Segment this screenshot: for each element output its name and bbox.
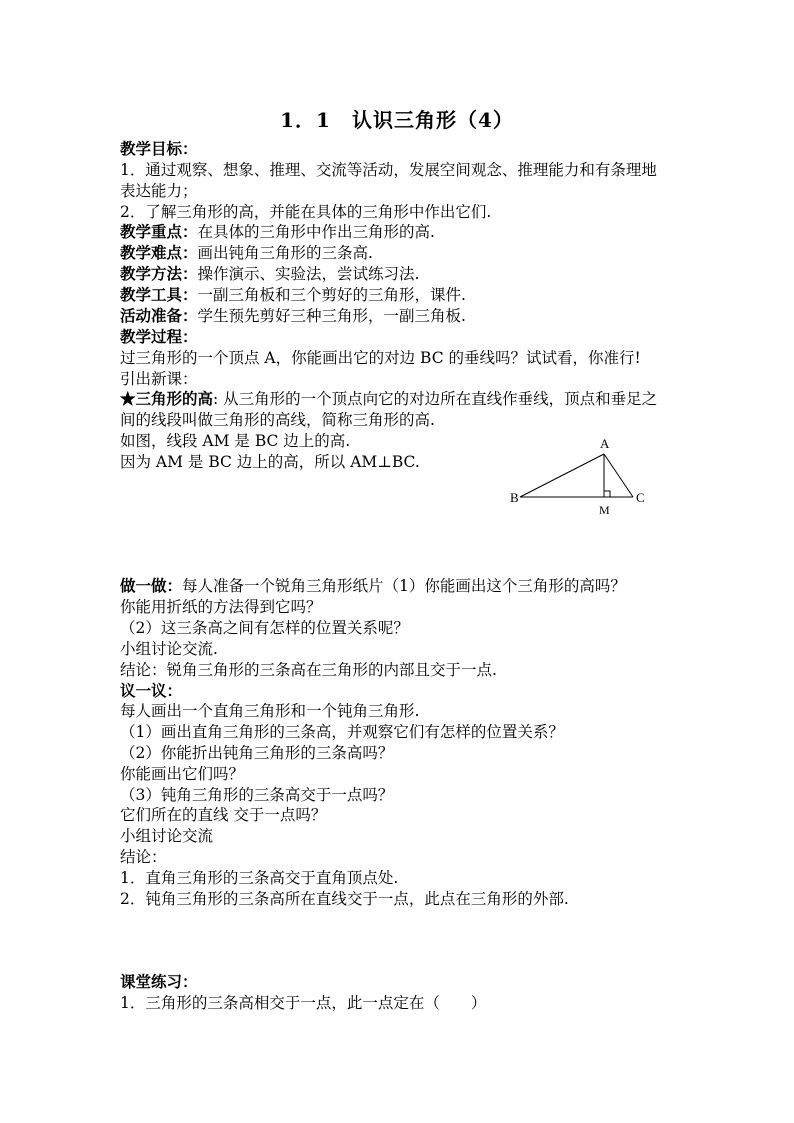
doit-label: 做一做：	[120, 576, 183, 595]
item-text: 画出钝角三角形的三条高.	[197, 244, 373, 262]
item-label: 活动准备：	[120, 306, 198, 325]
item-label: 教学难点：	[120, 243, 198, 262]
item-key-points	[120, 222, 435, 242]
process-question: 过三角形的一个顶点 A，你能画出它的对边 BC 的垂线吗？试试看，你准行!	[120, 349, 641, 367]
definition-label: ★三角形的高	[120, 389, 214, 408]
objective-1: 1．通过观察、想象、推理、交流等活动，发展空间观念、推理能力和有条理地	[120, 161, 657, 179]
right-angle-mark	[604, 491, 610, 497]
item-label: 教学方法：	[120, 264, 198, 283]
doit-text: 每人准备一个锐角三角形纸片（1）你能画出这个三角形的高吗？	[182, 577, 626, 595]
doit-line-3: （2）这三条高之间有怎样的位置关系呢？	[120, 619, 409, 637]
process-intro: 引出新课：	[120, 370, 198, 388]
item-tools	[120, 285, 466, 305]
process-heading: 教学过程：	[120, 327, 198, 346]
item-label: 教学重点：	[120, 222, 198, 241]
discuss-line-5: （3）钝角三角形的三条高交于一点吗？	[120, 786, 394, 804]
discuss-line-4: 你能画出它们吗？	[120, 765, 245, 783]
practice-line-1: 1．三角形的三条高相交于一点，此一点定在（ ）	[120, 994, 487, 1012]
triangle-figure	[500, 430, 660, 520]
figure-caption-1: 如图，线段 AM 是 BC 边上的高.	[120, 432, 351, 450]
label-b: B	[510, 490, 519, 505]
discuss-line-10: 2．钝角三角形的三条高所在直线交于一点，此点在三角形的外部.	[120, 890, 569, 908]
item-preparation	[120, 306, 466, 326]
item-label: 教学工具：	[120, 285, 198, 304]
item-text: 操作演示、实验法，尝试练习法.	[197, 265, 420, 283]
item-text: 在具体的三角形中作出三角形的高.	[197, 223, 435, 241]
discuss-line-6: 它们所在的直线 交于一点吗？	[120, 806, 327, 824]
label-m: M	[599, 503, 610, 517]
practice-label: 课堂练习：	[120, 972, 198, 991]
discuss-line-1: 每人画出一个直角三角形和一个钝角三角形.	[120, 702, 420, 720]
item-text: 学生预先剪好三种三角形，一副三角板.	[197, 307, 466, 325]
discuss-line-8: 结论：	[120, 848, 167, 866]
page-title: 1．1 认识三角形（4）	[280, 108, 514, 132]
doit-conclusion: 结论：锐角三角形的三条高在三角形的内部且交于一点.	[120, 661, 497, 679]
definition-text: : 从三角形的一个顶点向它的对边所在直线作垂线，顶点和垂足之	[213, 390, 658, 408]
definition-line-2: 间的线段叫做三角形的高线，简称三角形的高.	[120, 411, 435, 429]
discuss-line-7: 小组讨论交流	[120, 827, 214, 845]
objective-2: 2．了解三角形的高，并能在具体的三角形中作出它们.	[120, 203, 492, 221]
objectives-heading: 教学目标：	[120, 139, 198, 158]
item-text: 一副三角板和三个剪好的三角形，课件.	[197, 286, 466, 304]
side-ab	[520, 454, 604, 497]
objective-1-cont: 表达能力；	[120, 182, 198, 200]
discuss-line-3: （2）你能折出钝角三角形的三条高吗？	[120, 744, 394, 762]
item-difficulty	[120, 243, 373, 263]
discuss-label: 议一议：	[120, 681, 183, 700]
doit-line-2: 你能用折纸的方法得到它吗？	[120, 598, 322, 616]
figure-caption-2: 因为 AM 是 BC 边上的高，所以 AM⊥BC.	[120, 453, 420, 471]
doit-line	[120, 576, 626, 596]
item-method	[120, 264, 419, 284]
discuss-line-9: 1．直角三角形的三条高交于直角顶点处.	[120, 869, 399, 887]
definition-line	[120, 389, 657, 409]
label-c: C	[636, 490, 645, 505]
discuss-line-2: （1）画出直角三角形的三条高，并观察它们有怎样的位置关系？	[120, 723, 564, 741]
doit-line-4: 小组讨论交流.	[120, 640, 218, 658]
label-a: A	[600, 436, 610, 451]
